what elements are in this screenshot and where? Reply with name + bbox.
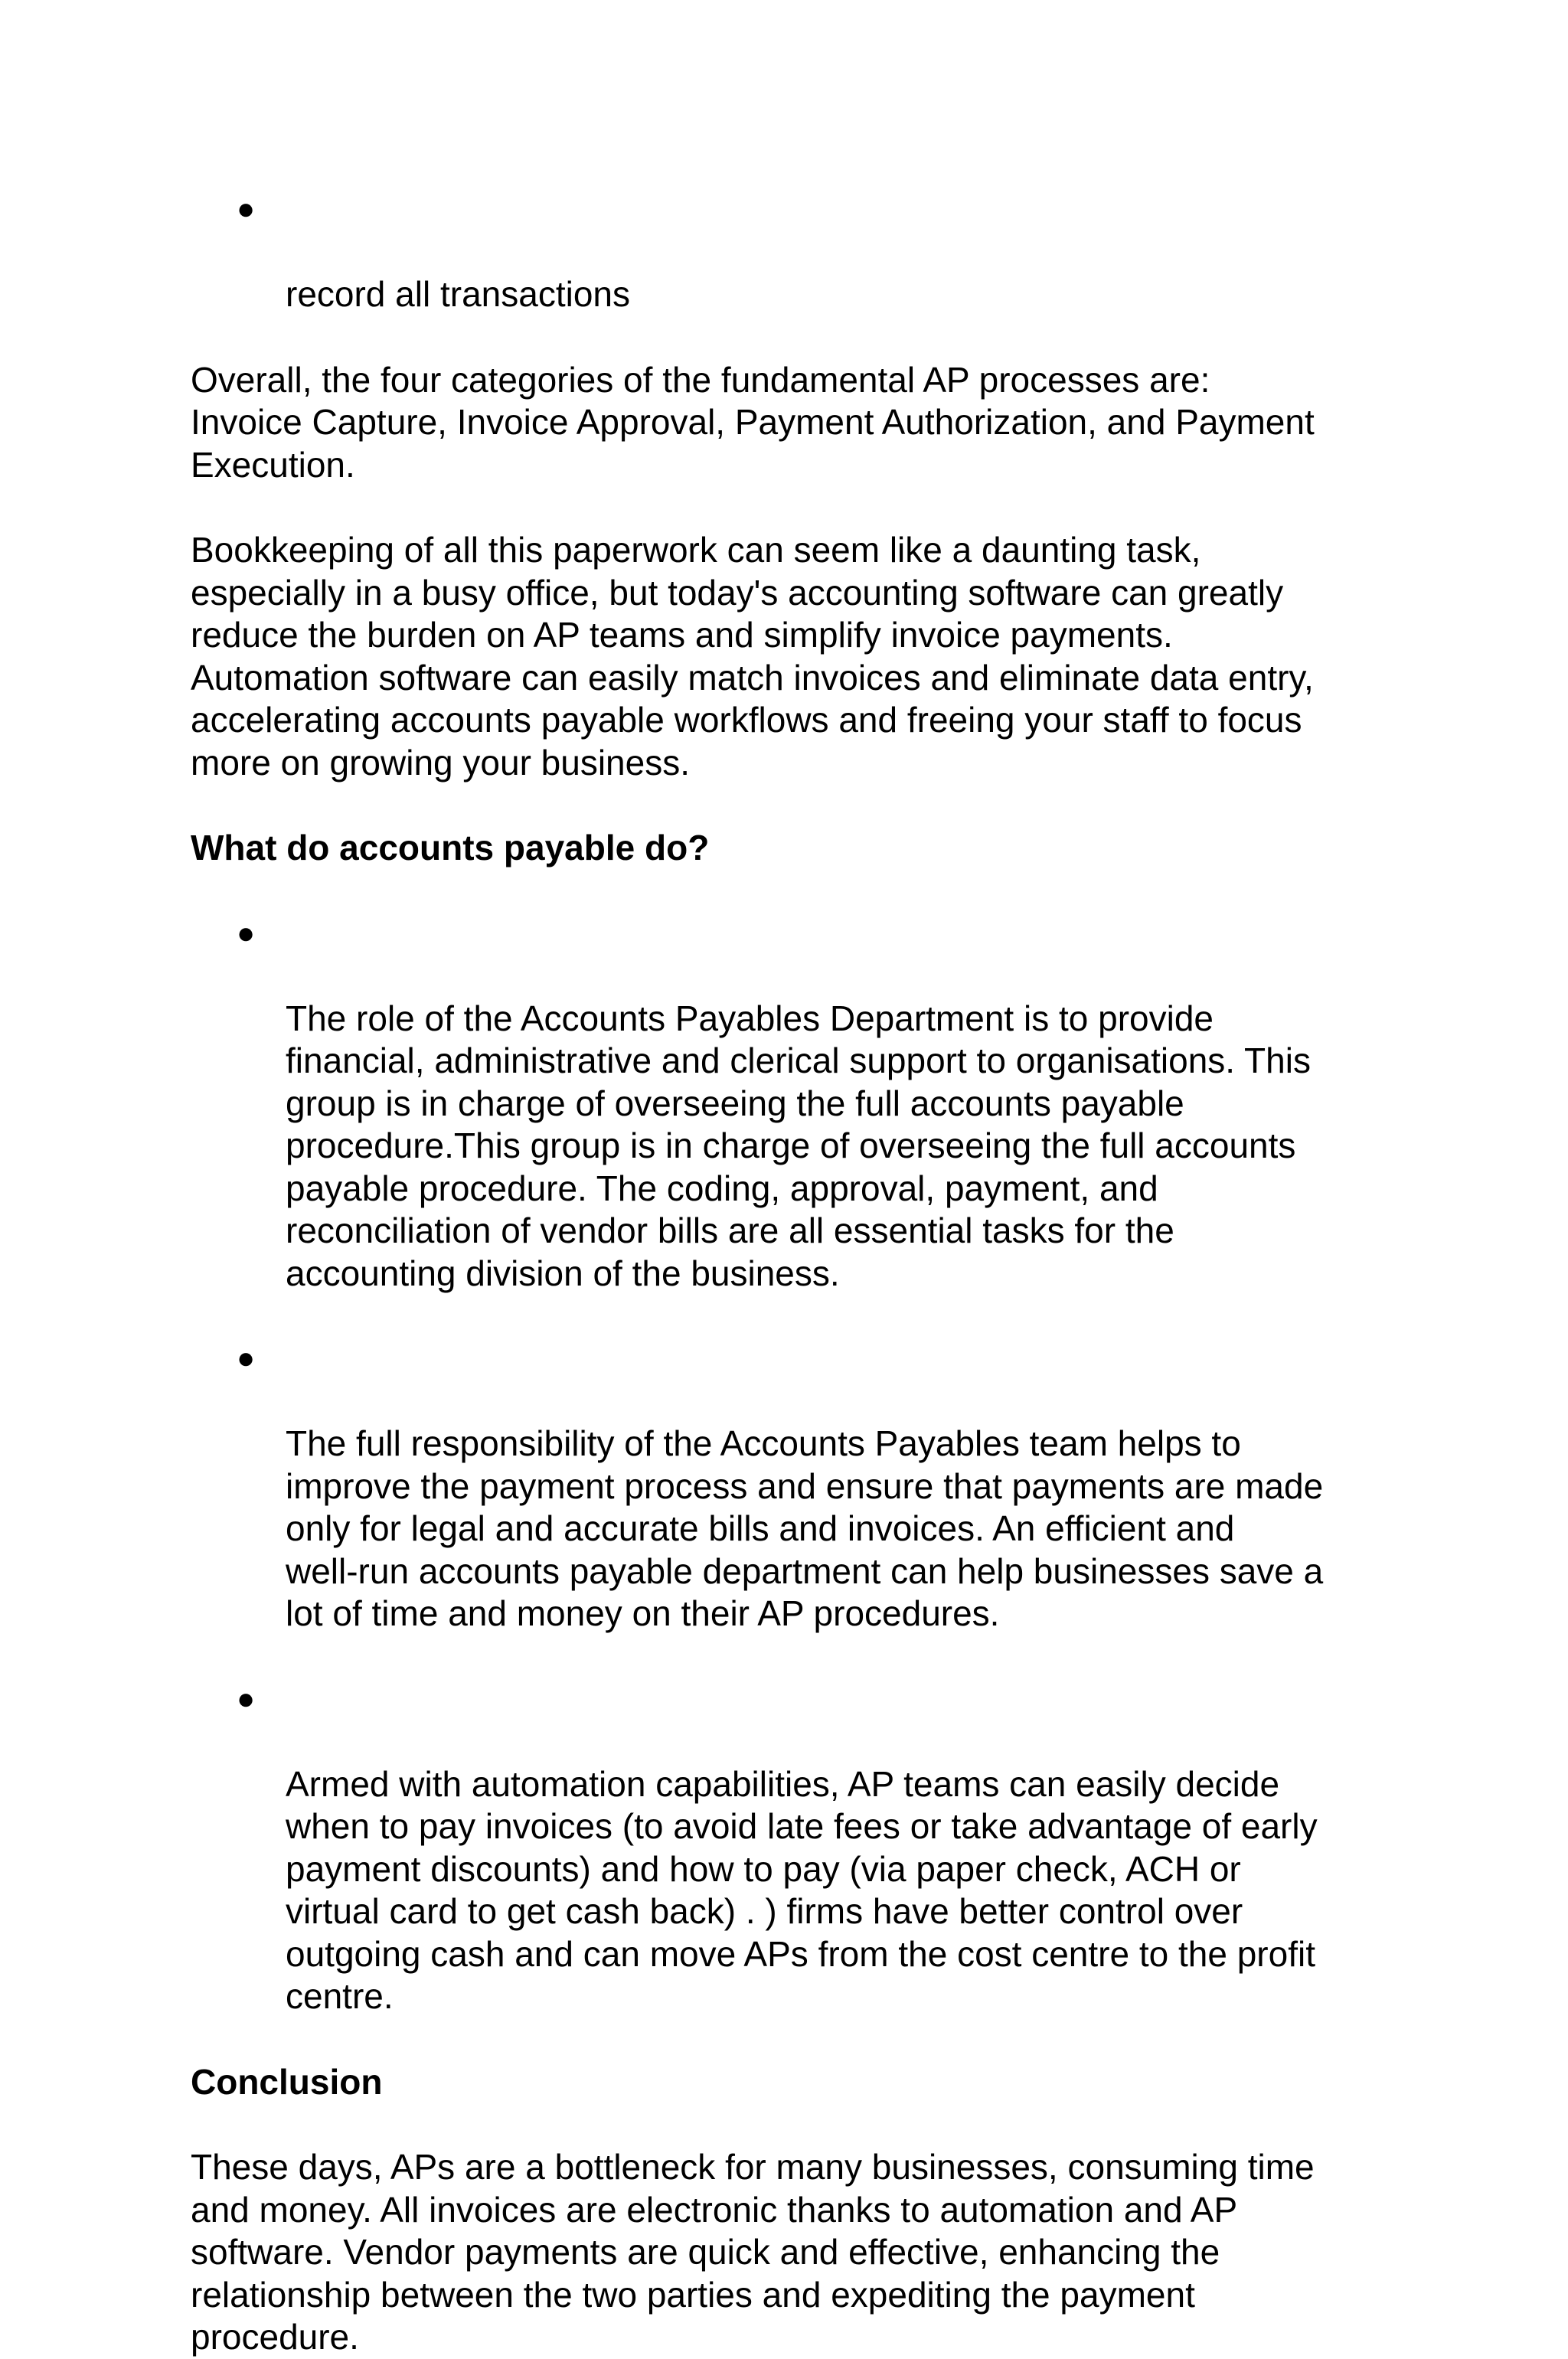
list-item-text: Armed with automation capabilities, AP teams can easily decide when to pay invoices (to avoid late fees or take advantage of early payment discounts) and how to pay (via paper check, ACH or virtual card to get cash back) . ) firms have better control over outgoing cash and can move APs from the cost centre to the profit centre. <box>286 1763 1318 2016</box>
list-item <box>191 1338 1385 1635</box>
transactions-list <box>191 188 1385 316</box>
bookkeeping-paragraph: Bookkeeping of all this paperwork can seem like a daunting task, especially in a busy office, but today's accounting software can greatly reduce the burden on AP teams and simplify invoice payments. Automation software can easily match invoices and eliminate data entry, accelerating accounts payable workflows and freeing your staff to focus more on growing your business. <box>191 530 1314 783</box>
bullet-icon: ● <box>237 1681 256 1716</box>
list-item-text: The role of the Accounts Payables Department is to provide financial, administrative and clerical support to organisations. This group is in charge of overseeing the full accounts payable procedure.This group is in charge of overseeing the full accounts payable procedure. The coding, approval, payment, and reconciliation of vendor bills are all essential tasks for the accounting division of the business. <box>286 998 1311 1293</box>
section-heading-conclusion: Conclusion <box>191 2061 383 2102</box>
bullet-icon: ● <box>237 916 256 950</box>
document-body <box>191 188 1385 2359</box>
list-item <box>191 1678 1385 2018</box>
bullet-icon: ● <box>237 192 256 226</box>
ap-role-list <box>191 913 1385 2018</box>
list-item <box>191 188 1385 316</box>
section-heading-ap: What do accounts payable do? <box>191 828 710 867</box>
conclusion-paragraph: These days, APs are a bottleneck for many businesses, consuming time and money. All invoices are electronic thanks to automation and AP software. Vendor payments are quick and effective, enhancing the relationship between the two parties and expediting the payment procedure. <box>191 2147 1315 2357</box>
list-item-text: record all transactions <box>286 274 630 314</box>
list-item-text: The full responsibility of the Accounts Payables team helps to improve the payment process and ensure that payments are made only for legal and accurate bills and invoices. An efficient and well-run accounts payable department can help businesses save a lot of time and money on their AP procedures. <box>286 1423 1324 1633</box>
list-item <box>191 913 1385 1295</box>
bullet-icon: ● <box>237 1341 256 1375</box>
overall-paragraph: Overall, the four categories of the fundamental AP processes are: Invoice Capture, Invoice Approval, Payment Authorization, and Payment Execution. <box>191 359 1315 485</box>
